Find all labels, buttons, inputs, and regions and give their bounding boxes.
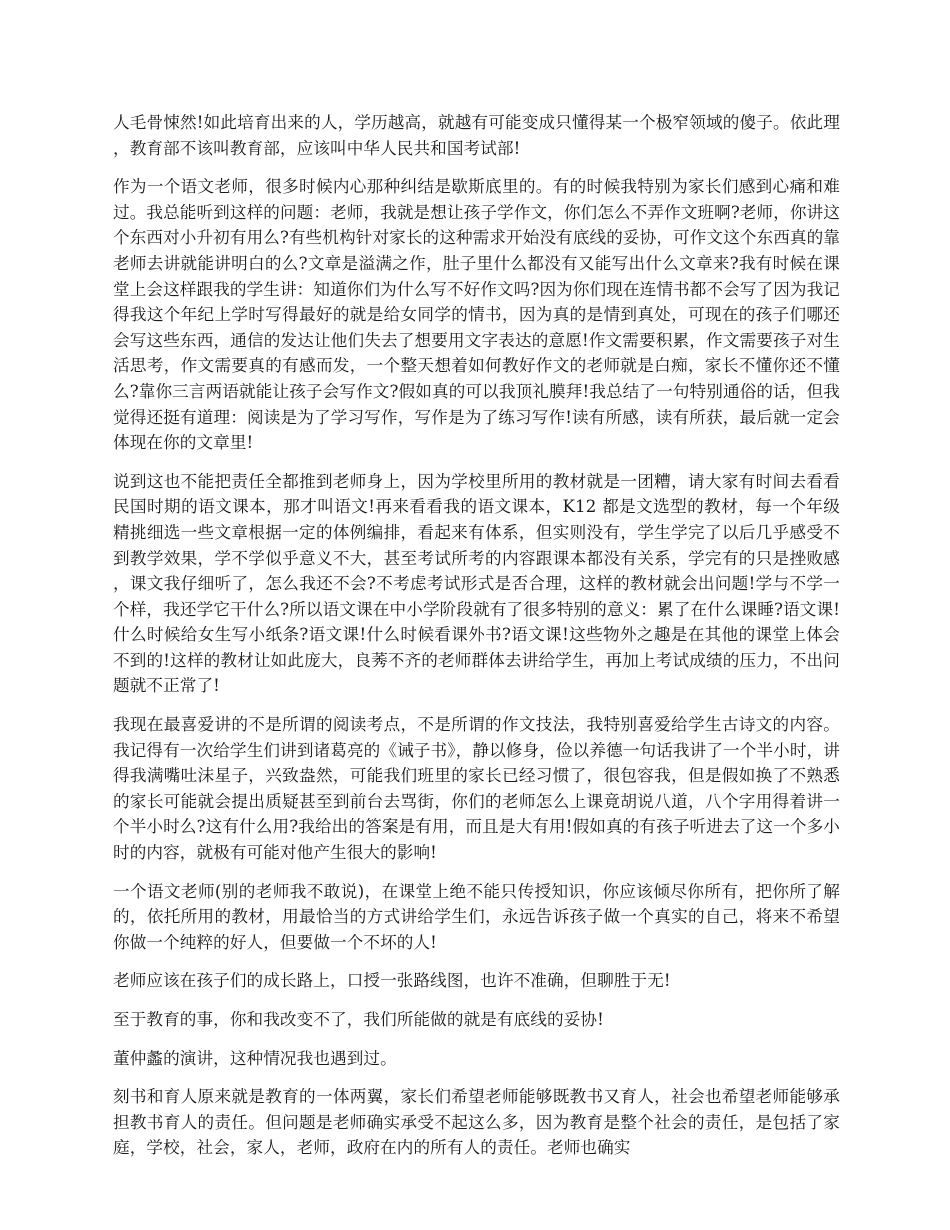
paragraph-1: 人毛骨悚然!如此培育出来的人，学历越高，就越有可能变成只懂得某一个极窄领域的傻子。依此理，教育部不该叫教育部，应该叫中华人民共和国考试部! — [113, 113, 840, 158]
paragraph-3: 说到这也不能把责任全都推到老师身上，因为学校里所用的教材就是一团糟，请大家有时间去看看民国时期的语文课本，那才叫语文!再来看看我的语文课本，K12 都是文选型的教材，每一个年级精挑细选一些文章根据一定的体例编排，看起来有体系，但实则没有，学生学完了以后几乎感受不到教学效果，学不学似乎意义不大，甚至考试所考的内容跟课本都没有关系，学完有的只是挫败感，课文我仔细听了，怎么我还不会?不考虑考试形式是否合理，这样的教材就会出问题!学与不学一个样，我还学它干什么?所以语文课在中小学阶段就有了很多特别的意义：累了在什么课睡?语文课!什么时候给女生写小纸条?语文课!什么时候看课外书?语文课!这些物外之趣是在其他的课堂上体会不到的!这样的教材让如此庞大，良莠不齐的老师群体去讲给学生，再加上考试成绩的压力，不出问题就不正常了! — [113, 471, 840, 696]
document-body — [113, 110, 840, 1174]
paragraph-2: 作为一个语文老师，很多时候内心那种纠结是歇斯底里的。有的时候我特别为家长们感到心痛和难过。我总能听到这样的问题：老师，我就是想让孩子学作文，你们怎么不弄作文班啊?老师，你讲这个东西对小升初有用么?有些机构针对家长的这种需求开始没有底线的妥协，可作文这个东西真的靠老师去讲就能讲明白的么?文章是溢满之作，肚子里什么都没有又能写出什么文章来?我有时候在课堂上会这样跟我的学生讲：知道你们为什么写不好作文吗?因为你们现在连情书都不会写了因为我记得我这个年纪上学时写得最好的就是给女同学的情书，因为真的是情到真处，可现在的孩子们哪还会写这些东西，通信的发达让他们失去了想要用文字表达的意愿!作文需要积累，作文需要孩子对生活思考，作文需要真的有感而发，一个整天想着如何教好作文的老师就是白痴，家长不懂你还不懂么?靠你三言两语就能让孩子会写作文?假如真的可以我顶礼膜拜!我总结了一句特别通俗的话，但我觉得还挺有道理：阅读是为了学习写作，写作是为了练习写作!读有所感，读有所获，最后就一定会体现在你的文章里! — [113, 177, 840, 453]
paragraph-7: 至于教育的事，你和我改变不了，我们所能做的就是有底线的妥协! — [113, 1010, 604, 1029]
paragraph-8: 董仲蠡的演讲，这种情况我也遇到过。 — [113, 1048, 397, 1068]
paragraph-5: 一个语文老师(别的老师我不敢说)，在课堂上绝不能只传授知识，你应该倾尽你所有，把你所了解的，依托所用的教材，用最恰当的方式讲给学生们，永远告诉孩子做一个真实的自己，将来不希望你做一个纯粹的好人，但要做一个不坏的人! — [113, 881, 840, 952]
paragraph-9: 刻书和育人原来就是教育的一体两翼，家长们希望老师能够既教书又育人，社会也希望老师能够承担教书育人的责任。但问题是老师确实承受不起这么多，因为教育是整个社会的责任，是包括了家庭，学校，社会，家人，老师，政府在内的所有人的责任。老师也确实 — [113, 1087, 840, 1158]
paragraph-6: 老师应该在孩子们的成长路上，口授一张路线图，也许不准确，但聊胜于无! — [113, 971, 671, 991]
paragraph-4: 我现在最喜爱讲的不是所谓的阅读考点，不是所谓的作文技法，我特别喜爱给学生古诗文的内容。我记得有一次给学生们讲到诸葛亮的《诫子书》，静以修身，俭以养德一句话我讲了一个半小时，讲得我满嘴吐沫星子，兴致盎然，可能我们班里的家长已经习惯了，很包容我，但是假如换了不熟悉的家长可能就会提出质疑甚至到前台去骂街，你们的老师怎么上课竟胡说八道，八个字用得着讲一个半小时么?这有什么用?我给出的答案是有用，而且是大有用!假如真的有孩子听进去了这一个多小时的内容，就极有可能对他产生很大的影响! — [113, 715, 840, 863]
